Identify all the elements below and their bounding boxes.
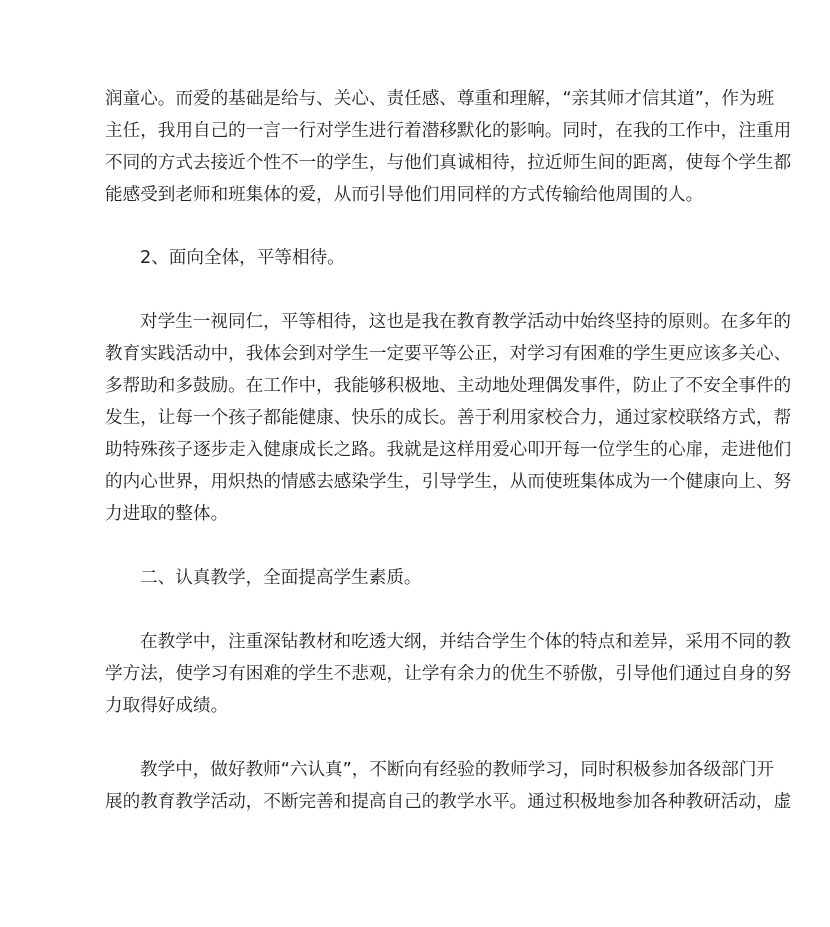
paragraph-line: 润童心。而爱的基础是给与、关心、责任感、尊重和理解，“亲其师才信其道”，作为班 xyxy=(105,89,775,109)
paragraph-line: 教育实践活动中，我体会到对学生一定要平等公正，对学习有困难的学生更应该多关心、 xyxy=(105,344,792,364)
paragraph-line: 多帮助和多鼓励。在工作中，我能够积极地、主动地处理偶发事件，防止了不安全事件的 xyxy=(105,376,792,396)
paragraph-line: 教学中，做好教师“六认真”，不断向有经验的教师学习，同时积极参加各级部门开 xyxy=(140,760,775,780)
paragraph-line: 展的教育教学活动，不断完善和提高自己的教学水平。通过积极地参加各种教研活动，虚 xyxy=(105,792,792,812)
paragraph-line: 学方法，使学习有困难的学生不悲观，让学有余力的优生不骄傲，引导他们通过自身的努 xyxy=(105,664,792,684)
paragraph-line: 助特殊孩子逐步走入健康成长之路。我就是这样用爱心叩开每一位学生的心扉，走进他们 xyxy=(105,440,792,460)
paragraph-line: 的内心世界，用炽热的情感去感染学生，引导学生，从而使班集体成为一个健康向上、努 xyxy=(105,472,792,492)
section-heading: 2、面向全体，平等相待。 xyxy=(140,248,345,268)
paragraph-line: 力取得好成绩。 xyxy=(105,696,229,716)
paragraph-line: 发生，让每一个孩子都能健康、快乐的成长。善于利用家校合力，通过家校联络方式，帮 xyxy=(105,408,792,428)
paragraph-line: 不同的方式去接近个性不一的学生，与他们真诚相待，拉近师生间的距离，使每个学生都 xyxy=(105,153,792,173)
paragraph-line: 在教学中，注重深钻教材和吃透大纲，并结合学生个体的特点和差异，采用不同的教 xyxy=(140,632,791,652)
paragraph-line: 主任，我用自己的一言一行对学生进行着潜移默化的影响。同时，在我的工作中，注重用 xyxy=(105,121,792,141)
section-heading: 二、认真教学，全面提高学生素质。 xyxy=(140,568,422,588)
paragraph-line: 能感受到老师和班集体的爱，从而引导他们用同样的方式传输给他周围的人。 xyxy=(105,185,704,205)
paragraph-line: 力进取的整体。 xyxy=(105,504,229,524)
paragraph-line: 对学生一视同仁，平等相待，这也是我在教育教学活动中始终坚持的原则。在多年的 xyxy=(140,312,791,332)
